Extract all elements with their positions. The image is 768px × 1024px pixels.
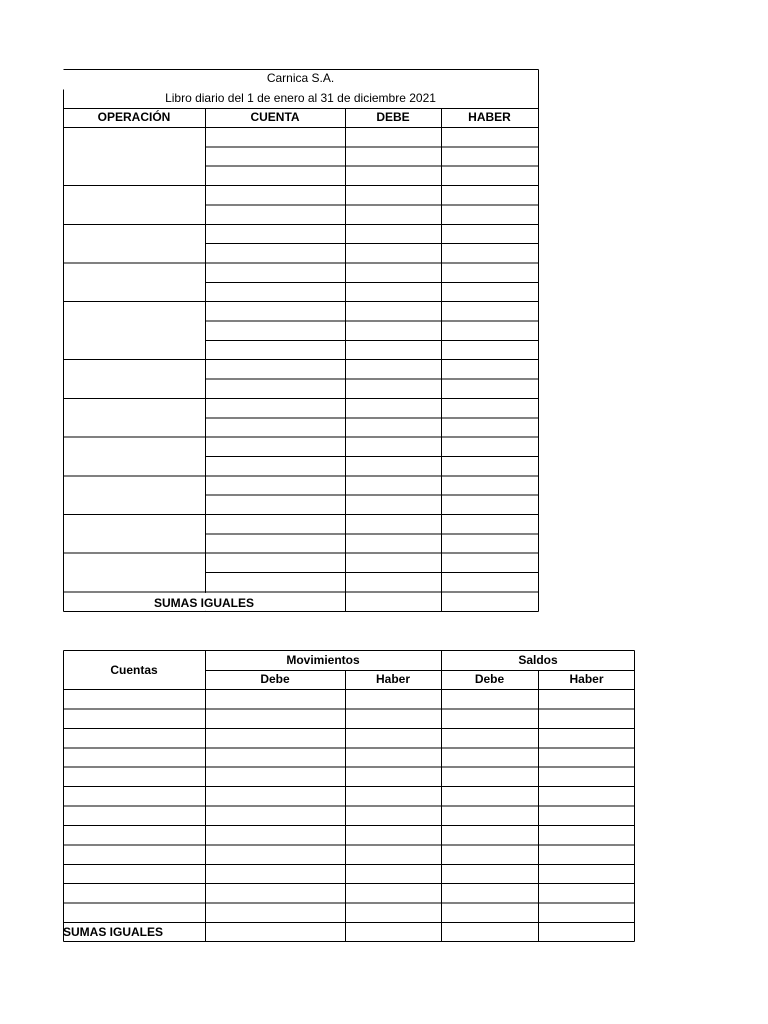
balance-cell[interactable] xyxy=(442,903,539,922)
balance-cell[interactable] xyxy=(206,903,346,922)
header-operacion: OPERACIÓN xyxy=(97,110,171,124)
header-haber: HABER xyxy=(468,110,511,124)
cuenta-cell[interactable] xyxy=(206,302,346,321)
cuenta-cell[interactable] xyxy=(206,224,346,243)
cuenta-cell[interactable] xyxy=(206,282,346,301)
balance-cell[interactable] xyxy=(64,787,206,806)
haber-cell[interactable] xyxy=(442,147,539,166)
debe-cell[interactable] xyxy=(346,437,442,456)
haber-cell[interactable] xyxy=(442,437,539,456)
balance-cell[interactable] xyxy=(206,728,346,747)
cuenta-cell[interactable] xyxy=(206,553,346,572)
header-debe: DEBE xyxy=(376,110,410,124)
debe-cell[interactable] xyxy=(346,166,442,185)
haber-cell[interactable] xyxy=(442,244,539,263)
cuenta-cell[interactable] xyxy=(206,186,346,205)
balance-cell[interactable] xyxy=(64,864,206,883)
balance-cell[interactable] xyxy=(346,709,442,728)
haber-cell[interactable] xyxy=(442,418,539,437)
debe-cell[interactable] xyxy=(346,224,442,243)
balance-cell[interactable] xyxy=(206,767,346,786)
balance-total-cell[interactable] xyxy=(442,923,539,942)
balance-cell[interactable] xyxy=(539,825,635,844)
debe-cell[interactable] xyxy=(346,147,442,166)
balance-cell[interactable] xyxy=(206,884,346,903)
balance-cell[interactable] xyxy=(442,767,539,786)
subheader-saldo-haber: Haber xyxy=(569,672,604,686)
operacion-cell[interactable] xyxy=(64,476,206,515)
haber-cell[interactable] xyxy=(442,398,539,417)
balance-cell[interactable] xyxy=(539,806,635,825)
balance-cell[interactable] xyxy=(64,748,206,767)
balance-cell[interactable] xyxy=(206,709,346,728)
header-cuenta: CUENTA xyxy=(250,110,300,124)
haber-cell[interactable] xyxy=(442,302,539,321)
debe-cell[interactable] xyxy=(346,398,442,417)
balance-cell[interactable] xyxy=(64,903,206,922)
haber-cell[interactable] xyxy=(442,360,539,379)
haber-cell[interactable] xyxy=(442,186,539,205)
balance-cell[interactable] xyxy=(539,884,635,903)
balance-totals-label: SUMAS IGUALES xyxy=(63,925,164,939)
cuenta-cell[interactable] xyxy=(206,166,346,185)
cuenta-cell[interactable] xyxy=(206,398,346,417)
debe-cell[interactable] xyxy=(346,418,442,437)
cuenta-cell[interactable] xyxy=(206,128,346,147)
balance-cell[interactable] xyxy=(206,806,346,825)
balance-cell[interactable] xyxy=(64,690,206,709)
balance-cell[interactable] xyxy=(64,806,206,825)
balance-cell[interactable] xyxy=(206,690,346,709)
debe-cell[interactable] xyxy=(346,128,442,147)
haber-cell[interactable] xyxy=(442,205,539,224)
balance-cell[interactable] xyxy=(539,787,635,806)
debe-cell[interactable] xyxy=(346,456,442,475)
debe-cell[interactable] xyxy=(346,321,442,340)
debe-cell[interactable] xyxy=(346,515,442,534)
balance-cell[interactable] xyxy=(64,825,206,844)
debe-cell[interactable] xyxy=(346,282,442,301)
cuenta-cell[interactable] xyxy=(206,263,346,282)
header-saldos: Saldos xyxy=(518,653,558,667)
debe-cell[interactable] xyxy=(346,205,442,224)
haber-cell[interactable] xyxy=(442,553,539,572)
balance-cell[interactable] xyxy=(346,903,442,922)
balance-cell[interactable] xyxy=(442,787,539,806)
cuenta-cell[interactable] xyxy=(206,534,346,553)
haber-cell[interactable] xyxy=(442,456,539,475)
balance-cell[interactable] xyxy=(539,748,635,767)
haber-cell[interactable] xyxy=(442,224,539,243)
balance-cell[interactable] xyxy=(442,884,539,903)
balance-cell[interactable] xyxy=(64,728,206,747)
cuenta-cell[interactable] xyxy=(206,418,346,437)
operacion-cell[interactable] xyxy=(64,302,206,360)
haber-cell[interactable] xyxy=(442,166,539,185)
cuenta-cell[interactable] xyxy=(206,147,346,166)
balance-cell[interactable] xyxy=(539,767,635,786)
cuenta-cell[interactable] xyxy=(206,456,346,475)
journal-totals-label: SUMAS IGUALES xyxy=(153,596,254,610)
operacion-cell[interactable] xyxy=(64,515,206,554)
haber-cell[interactable] xyxy=(442,573,539,592)
balance-cell[interactable] xyxy=(206,864,346,883)
balance-cell[interactable] xyxy=(346,864,442,883)
balance-cell[interactable] xyxy=(539,845,635,864)
haber-cell[interactable] xyxy=(442,534,539,553)
cuenta-cell[interactable] xyxy=(206,515,346,534)
balance-cell[interactable] xyxy=(346,690,442,709)
debe-cell[interactable] xyxy=(346,573,442,592)
haber-cell[interactable] xyxy=(442,379,539,398)
balance-cell[interactable] xyxy=(539,709,635,728)
balance-cell[interactable] xyxy=(442,806,539,825)
debe-cell[interactable] xyxy=(346,553,442,572)
balance-cell[interactable] xyxy=(206,825,346,844)
operacion-cell[interactable] xyxy=(64,263,206,302)
haber-cell[interactable] xyxy=(442,495,539,514)
balance-cell[interactable] xyxy=(346,787,442,806)
balance-cell[interactable] xyxy=(539,903,635,922)
balance-total-cell[interactable] xyxy=(539,923,635,942)
debe-cell[interactable] xyxy=(346,534,442,553)
balance-cell[interactable] xyxy=(206,748,346,767)
debe-cell[interactable] xyxy=(346,302,442,321)
cuenta-cell[interactable] xyxy=(206,495,346,514)
operacion-cell[interactable] xyxy=(64,553,206,592)
debe-cell[interactable] xyxy=(346,360,442,379)
balance-cell[interactable] xyxy=(206,845,346,864)
haber-cell[interactable] xyxy=(442,476,539,495)
operacion-cell[interactable] xyxy=(64,437,206,476)
debe-cell[interactable] xyxy=(346,379,442,398)
journal-title: Libro diario del 1 de enero al 31 de diciembre 2021 xyxy=(165,91,436,105)
subheader-mov-debe: Debe xyxy=(260,672,290,686)
operacion-cell[interactable] xyxy=(64,128,206,186)
operacion-cell[interactable] xyxy=(64,186,206,225)
haber-cell[interactable] xyxy=(442,263,539,282)
haber-cell[interactable] xyxy=(442,340,539,359)
debe-cell[interactable] xyxy=(346,186,442,205)
haber-cell[interactable] xyxy=(442,515,539,534)
balance-cell[interactable] xyxy=(346,884,442,903)
operacion-cell[interactable] xyxy=(64,224,206,263)
balance-cell[interactable] xyxy=(442,864,539,883)
balance-cell[interactable] xyxy=(346,806,442,825)
company-name: Carnica S.A. xyxy=(266,71,335,85)
balance-cell[interactable] xyxy=(442,845,539,864)
balance-total-cell[interactable] xyxy=(346,923,442,942)
cuenta-cell[interactable] xyxy=(206,437,346,456)
balance-cell[interactable] xyxy=(442,748,539,767)
balance-cell[interactable] xyxy=(64,845,206,864)
balance-cell[interactable] xyxy=(346,728,442,747)
cuenta-cell[interactable] xyxy=(206,244,346,263)
haber-cell[interactable] xyxy=(442,321,539,340)
balance-cell[interactable] xyxy=(442,709,539,728)
balance-cell[interactable] xyxy=(346,845,442,864)
balance-cell[interactable] xyxy=(539,864,635,883)
cuenta-cell[interactable] xyxy=(206,205,346,224)
subheader-saldo-debe: Debe xyxy=(474,672,505,686)
total-debe-cell[interactable] xyxy=(346,592,442,611)
cuenta-cell[interactable] xyxy=(206,379,346,398)
header-cuentas: Cuentas xyxy=(110,663,158,677)
total-haber-cell[interactable] xyxy=(442,592,539,611)
balance-cell[interactable] xyxy=(442,825,539,844)
balance-cell[interactable] xyxy=(346,748,442,767)
balance-cell[interactable] xyxy=(442,690,539,709)
debe-cell[interactable] xyxy=(346,263,442,282)
debe-cell[interactable] xyxy=(346,495,442,514)
operacion-cell[interactable] xyxy=(64,360,206,399)
balance-cell[interactable] xyxy=(539,728,635,747)
haber-cell[interactable] xyxy=(442,282,539,301)
balance-cell[interactable] xyxy=(64,884,206,903)
balance-cell[interactable] xyxy=(346,825,442,844)
operacion-cell[interactable] xyxy=(64,398,206,437)
haber-cell[interactable] xyxy=(442,128,539,147)
balance-cell[interactable] xyxy=(442,728,539,747)
cuenta-cell[interactable] xyxy=(206,360,346,379)
balance-total-cell[interactable] xyxy=(206,923,346,942)
balance-cell[interactable] xyxy=(346,767,442,786)
balance-cell[interactable] xyxy=(539,690,635,709)
cuenta-cell[interactable] xyxy=(206,573,346,592)
balance-cell[interactable] xyxy=(64,767,206,786)
cuenta-cell[interactable] xyxy=(206,321,346,340)
balance-cell[interactable] xyxy=(206,787,346,806)
balance-cell[interactable] xyxy=(64,709,206,728)
debe-cell[interactable] xyxy=(346,340,442,359)
header-movimientos: Movimientos xyxy=(286,653,360,667)
debe-cell[interactable] xyxy=(346,244,442,263)
debe-cell[interactable] xyxy=(346,476,442,495)
cuenta-cell[interactable] xyxy=(206,340,346,359)
subheader-mov-haber: Haber xyxy=(375,672,410,686)
cuenta-cell[interactable] xyxy=(206,476,346,495)
